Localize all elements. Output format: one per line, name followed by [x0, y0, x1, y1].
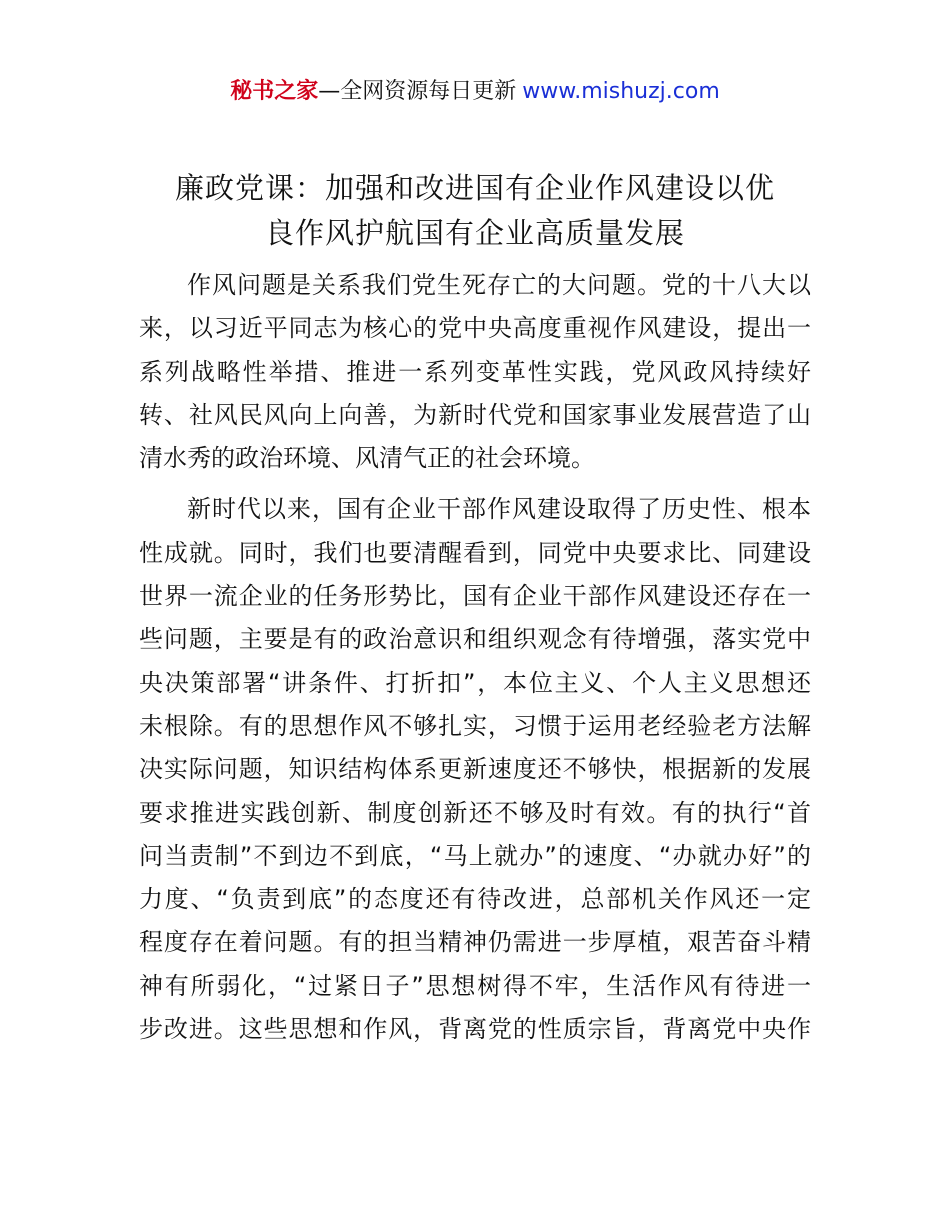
paragraph-line: 性成就。同时，我们也要清醒看到，同党中央要求比、同建设	[139, 538, 811, 567]
site-header	[0, 76, 950, 108]
paragraph-line: 决实际问题，知识结构体系更新速度还不够快，根据新的发展	[139, 755, 811, 784]
paragraph-line: 力度、“负责到底”的态度还有待改进，总部机关作风还一定	[139, 885, 811, 914]
paragraph-line: 些问题，主要是有的政治意识和组织观念有待增强，落实党中	[139, 625, 811, 654]
paragraph-line: 系列战略性举措、推进一系列变革性实践，党风政风持续好	[139, 357, 811, 386]
title-line-1: 廉政党课：加强和改进国有企业作风建设以优	[174, 171, 775, 205]
document-body	[139, 264, 811, 1059]
paragraph-line: 问当责制”不到边不到底，“马上就办”的速度、“办就办好”的	[139, 841, 811, 870]
document-title	[100, 166, 850, 256]
paragraph-line: 清水秀的政治环境、风清气正的社会环境。	[139, 444, 595, 473]
paragraph-line: 神有所弱化，“过紧日子”思想树得不牢，生活作风有待进一	[139, 971, 811, 1000]
site-url-link[interactable]: www.mishuzj.com	[522, 79, 720, 104]
paragraph-line: 程度存在着问题。有的担当精神仍需进一步厚植，艰苦奋斗精	[139, 928, 811, 957]
header-slogan: —全网资源每日更新	[318, 79, 517, 104]
paragraph-line: 央决策部署“讲条件、打折扣”，本位主义、个人主义思想还	[139, 668, 811, 697]
paragraph-line: 作风问题是关系我们党生死存亡的大问题。党的十八大以	[187, 271, 811, 299]
paragraph-line: 步改进。这些思想和作风，背离党的性质宗旨，背离党中央作	[139, 1015, 811, 1044]
paragraph-1	[139, 264, 811, 480]
paragraph-2	[139, 488, 811, 1051]
paragraph-line: 世界一流企业的任务形势比，国有企业干部作风建设还存在一	[139, 582, 811, 611]
paragraph-line: 未根除。有的思想作风不够扎实，习惯于运用老经验老方法解	[139, 711, 811, 740]
brand-name: 秘书之家	[230, 79, 319, 104]
paragraph-line: 新时代以来，国有企业干部作风建设取得了历史性、根本	[187, 495, 811, 524]
paragraph-line: 转、社风民风向上向善，为新时代党和国家事业发展营造了山	[139, 400, 811, 429]
paragraph-line: 来，以习近平同志为核心的党中央高度重视作风建设，提出一	[139, 314, 811, 343]
title-line-2: 良作风护航国有企业高质量发展	[264, 216, 685, 250]
paragraph-line: 要求推进实践创新、制度创新还不够及时有效。有的执行“首	[139, 798, 811, 827]
